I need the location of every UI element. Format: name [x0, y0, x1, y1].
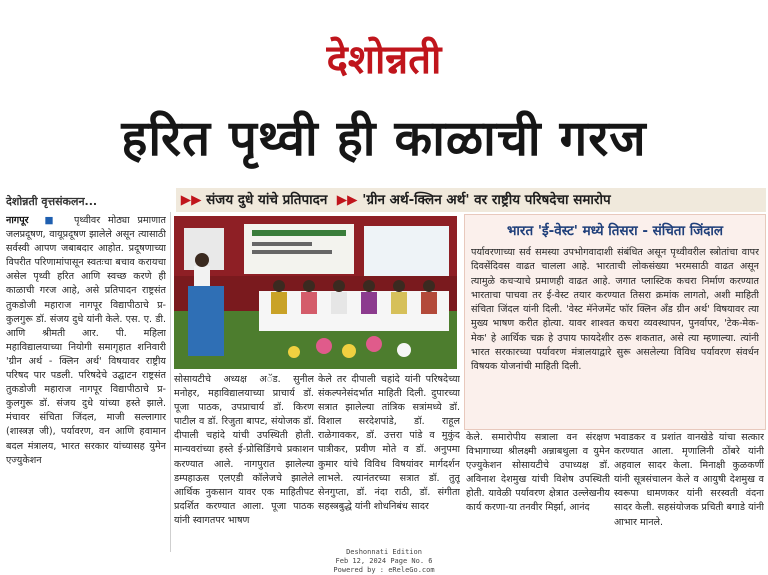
sidebar-title: भारत 'ई-वेस्ट' मध्ये तिसरा - संचिता जिंदाल — [506, 223, 724, 239]
masthead: देशोन्नती — [326, 36, 442, 83]
double-arrow-icon: ▶▶ — [332, 192, 363, 208]
subheadline-part1: संजय दुधे यांचे प्रतिपादन — [206, 192, 328, 208]
sidebar-body: पर्यावरणाच्या सर्व समस्या उपभोगवादाशी संबंधित असून पृथ्वीवरील स्त्रोतांचा वापर दिवसेंदिवस वाढत चालला आहे. भारताची लोकसंख्या भरमसाठी वाढत असून त्यामुळे कचऱ्याचे प्रमाणही वाढत आहे. जगात प्लास्टिक कचरा निर्माण करण्यात भारताचा पाचवा तर ई-वेस्ट तयार करण्यात तिसरा क्रमांक लागतो, अशी माहिती संचिता जिंदल यांनी दिली. 'वेस्ट मॅनेजमेंट फॉर क्लिन अँड ग्रीन अर्थ' विषयावर त्या मुख्य भाषण करीत होत्या. यावर शाश्वत कचरा व्यवस्थापन, पुनर्वापर, 'टेक-मेक-मेक' हे आर्थिक चक्र हे उपाय फायदेशीर ठरू शकतात, असे त्या म्हणाल्या. त्यांनी भारत सरकारच्या पर्यावरण मंत्रालयाद्वारे सुरू असलेल्या विविध पर्यावरण संवर्धन विषयक योजनांची माहिती दिली. — [471, 247, 759, 373]
dateline-bullet-icon: ■ — [36, 215, 67, 226]
subheadline-bar — [176, 188, 766, 212]
article-column-4: केले. समारोपीय सत्राला वन संरक्षण विभागाच्या श्रीलक्ष्मी अन्नाबथुला व युमेन एज्युकेशन सोसायटीचे उपाध्यक्ष डॉ. अविनाश देशमुख यांची विशेष उपस्थिती होती. यावेळी पर्यावरण क्षेत्रात उल्लेखनीय कार्य करणा-या तनवीर मिर्झा, आनंद — [466, 432, 610, 514]
double-arrow-icon: ▶▶ — [176, 192, 207, 208]
article-column-2: सोसायटीचे अध्यक्ष अॅड. सुनील मनोहर, महाविद्यालयाच्या प्राचार्य डॉ. पूजा पाठक, उपप्राचार्य डॉ. किरण पाटील व डॉ. रिजुता बापट, संयोजक डॉ. दीपाली चहांदे यांची उपस्थिती होती. मान्यवरांच्या हस्ते ई-प्रोसिडिंगचे प्रकाशन करण्यात आले. नागपुरात झालेल्या डम्पहाऊस एलएडी कॉलेजचे झालेले आर्थिक नुकसान यावर एक माहितीपट प्रदर्शित करण्यात आला. पूजा पाठक यांनी स्वागतपर भाषण — [174, 374, 314, 526]
article-column-3: केले तर दीपाली चहांदे यांनी परिषदेच्या संकल्पनेसंदर्भात माहिती दिली. दुपारच्या सत्रात झालेल्या तांत्रिक सत्रांमध्ये डॉ. विशाल सरदेशपांडे, डॉ. राहूल राळेगावकर, डॉ. उत्तरा पांडे व मुकुंद पात्रीकर, प्रवीण मोते व डॉ. अनुपमा कुमार यांचे विविध विषयांवर मार्गदर्शन लाभले. त्यानंतरच्या सत्रात डॉ. तुतू सेनगुप्ता, डॉ. नंदा राठी, डॉ. संगीता सहस्त्रबुद्धे यांनी शोधनिबंध सादर — [318, 374, 460, 512]
article-text-1: पृथ्वीवर मोठ्या प्रमाणात जलप्रदूषण, वायूप्रदूषण झालेले असून त्यासाठी सर्वस्वी आपण जबाबदार आहोत. प्रदूषणाच्या विपरीत परिणामांपासून स्वतःचा बचाव करायचा असेल पृथ्वी हरित आणि स्वच्छ करणे ही काळाची गरज आहे, असे प्रतिपादन राष्ट्रसंत तुकडोजी महाराज नागपूर विद्यापीठाचे प्र-कुलगुरू डॉ. संजय दुधे यांनी केले. एस. ए. डी. आणि श्रीमती आर. पी. महिला महाविद्यालयाच्या नियोगी समागृहात शनिवारी 'ग्रीन अर्थ - क्लिन अर्थ' विषयावर राष्ट्रीय परिषद पार पडली. परिषदेचे उद्घाटन राष्ट्रसंत तुकडोजी महाराज नागपूर विद्यापीठाचे प्र-कुलगुरू डॉ. संजय दुधे यांच्या हस्ते झाले. मंचावर संचिता जिंदल, माजी सल्लागार (शास्त्रज्ञ जी), पर्यावरण, वन आणि हवामान बदल मंत्रालय, भारत सरकार यांच्यासह युमेन एज्युकेशन — [6, 215, 166, 466]
subheadline-part2: 'ग्रीन अर्थ-क्लिन अर्थ' वर राष्ट्रीय परिषदेचा समारोप — [362, 192, 611, 208]
page-footer — [0, 548, 768, 575]
article-column-1 — [6, 214, 166, 556]
dateline-place: नागपूर — [6, 215, 29, 226]
event-stage-photo — [174, 216, 457, 369]
event-photo — [174, 216, 457, 369]
footer-edition: Deshonnati Edition — [346, 548, 422, 556]
footer-page: Feb 12, 2024 Page No. 6 — [335, 557, 433, 565]
byline: देशोन्नती वृत्तसंकलन... — [6, 195, 98, 208]
headline: हरित पृथ्वी ही काळाची गरज — [121, 110, 647, 167]
article-column-5: भवाडकर व प्रशांत वानखेडे यांचा सत्कार करण्यात आला. मृणालिनी ठोंबरे यांनी अहवाल सादर केला. मिनाक्षी कुळकर्णी यांनी सूत्रसंचालन केले व आयुषी देशमुख व स्वरूपा धामणकर यांनी सरस्वती वंदना सादर केली. सहसंयोजक प्रचिती बगाडे यांनी आभार मानले. — [614, 432, 764, 528]
footer-powered: Powered by : eReleGo.com — [333, 566, 435, 574]
column-divider — [170, 212, 171, 552]
sidebar-box — [464, 214, 766, 430]
